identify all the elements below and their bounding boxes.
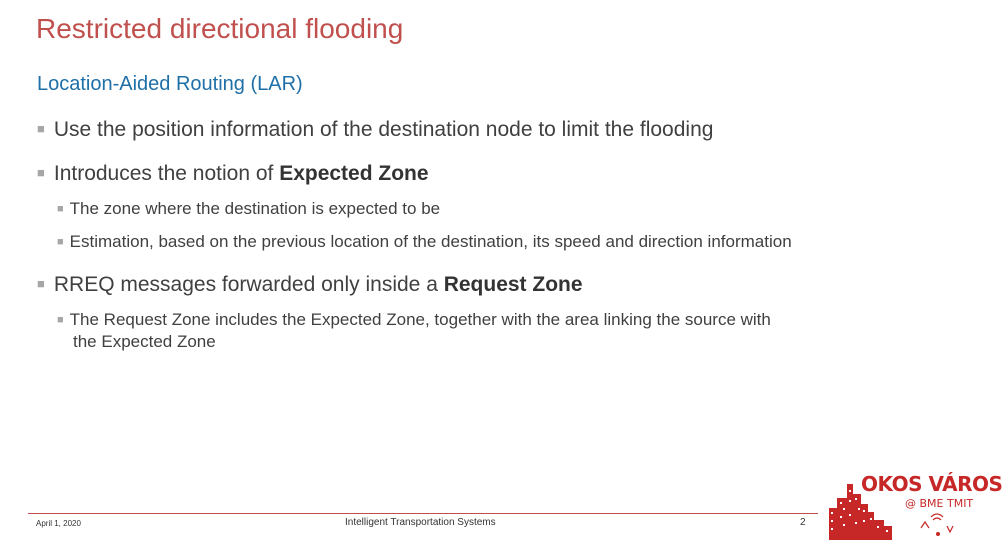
logo-text: OKOS VÁROS xyxy=(861,472,1002,496)
bullet-item xyxy=(37,162,429,186)
square-bullet-icon: ■ xyxy=(57,203,64,215)
slide-subtitle: Location-Aided Routing (LAR) xyxy=(37,73,303,95)
bullet-item xyxy=(37,118,713,142)
square-bullet-icon: ■ xyxy=(37,276,45,291)
square-bullet-icon: ■ xyxy=(57,236,64,248)
sub-bullet-text: Estimation, based on the previous location of the destination, its speed and direction information xyxy=(69,232,792,251)
sub-bullet-text: The zone where the destination is expected to be xyxy=(69,199,441,218)
sub-bullet-item xyxy=(57,309,907,353)
square-bullet-icon: ■ xyxy=(37,121,45,136)
bullet-text: RREQ messages forwarded only inside a xyxy=(53,273,444,296)
logo-subtext: @ BME TMIT xyxy=(905,497,974,510)
sub-bullet-item xyxy=(57,199,440,219)
wifi-icon xyxy=(936,532,940,536)
square-bullet-icon: ■ xyxy=(37,165,45,180)
sub-bullet-text: The Request Zone includes the Expected Zone, together with the area linking the source with xyxy=(69,310,771,329)
bullet-bold-term: Request Zone xyxy=(443,273,583,296)
footer-divider xyxy=(28,513,818,514)
sub-bullet-text-continued: the Expected Zone xyxy=(73,332,216,351)
footer-title: Intelligent Transportation Systems xyxy=(345,517,496,528)
bullet-item xyxy=(37,273,583,297)
sub-bullet-item xyxy=(57,232,792,252)
square-bullet-icon: ■ xyxy=(57,314,64,326)
page-number: 2 xyxy=(800,517,806,528)
bullet-bold-term: Expected Zone xyxy=(279,162,429,185)
slide-title: Restricted directional flooding xyxy=(36,13,404,44)
bullet-text: Use the position information of the destination node to limit the flooding xyxy=(53,118,714,141)
footer-date: April 1, 2020 xyxy=(36,519,81,528)
bullet-text: Introduces the notion of xyxy=(53,162,280,185)
